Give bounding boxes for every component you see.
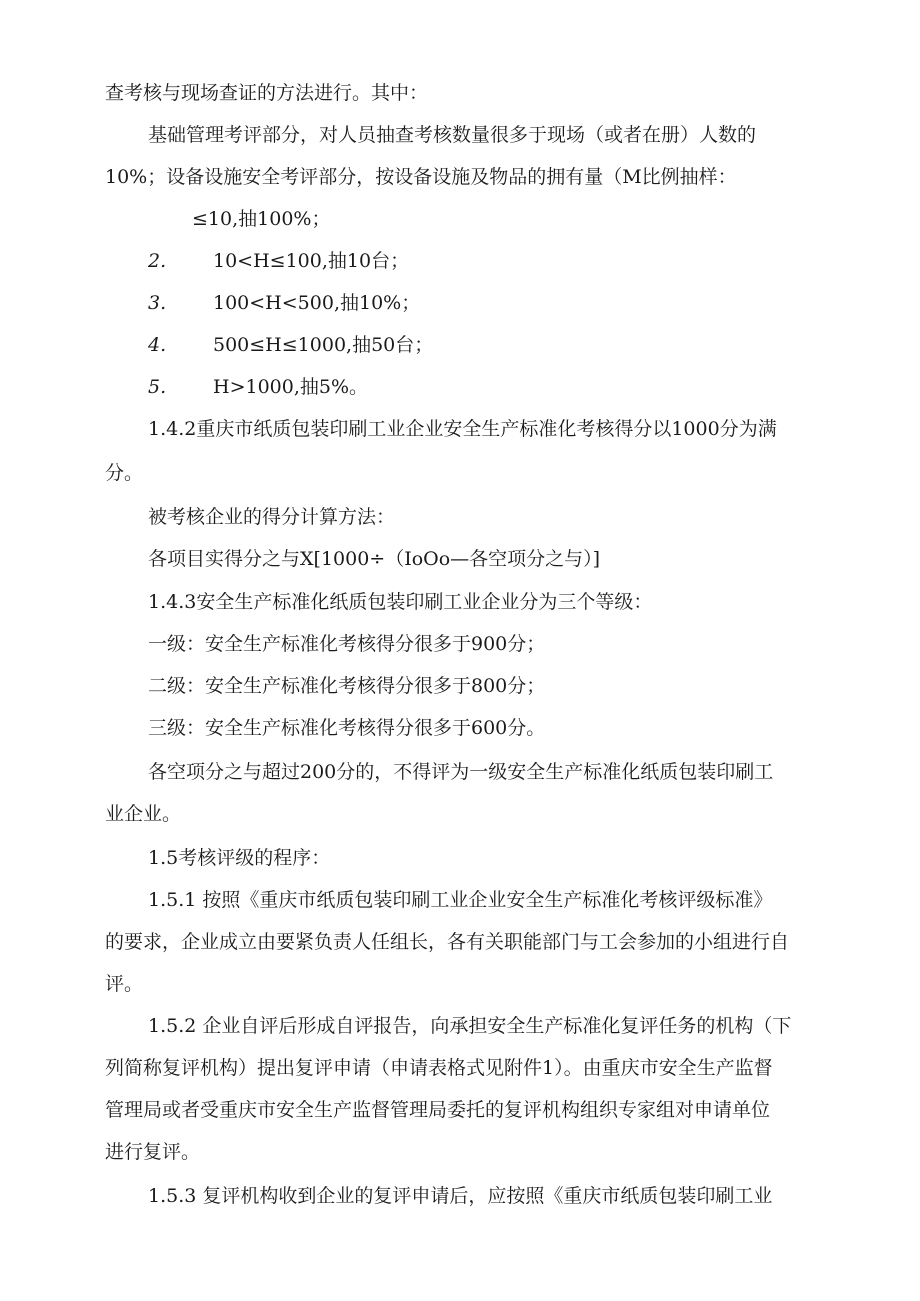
text-line-7: 500≤H≤1000,抽50台； bbox=[213, 334, 434, 356]
list-number-2: 2. bbox=[148, 250, 167, 272]
text-line-21: 的要求，企业成立由要紧负责人任组长，各有关职能部门与工会参加的小组进行自 bbox=[105, 931, 790, 953]
text-line-5: 10<H≤100,抽10台； bbox=[213, 250, 410, 272]
text-line-22: 评。 bbox=[105, 973, 144, 995]
text-line-13: 1.4.3安全生产标准化纸质包装印刷工业企业分为三个等级： bbox=[148, 591, 653, 613]
text-line-23: 1.5.2 企业自评后形成自评报告，向承担安全生产标准化复评任务的机构（下 bbox=[148, 1015, 792, 1037]
text-line-26: 进行复评。 bbox=[105, 1141, 201, 1163]
text-line-11: 被考核企业的得分计算方法： bbox=[148, 506, 396, 528]
text-line-4: ≤10,抽100%； bbox=[192, 208, 331, 230]
text-line-1: 查考核与现场查证的方法进行。其中： bbox=[105, 82, 429, 104]
text-line-16: 三级：安全生产标准化考核得分很多于600分。 bbox=[148, 717, 546, 739]
text-line-2: 基础管理考评部分，对人员抽查考核数量很多于现场（或者在册）人数的 bbox=[148, 124, 757, 146]
text-line-27: 1.5.3 复评机构收到企业的复评申请后，应按照《重庆市纸质包装印刷工业 bbox=[148, 1185, 773, 1207]
text-line-17: 各空项分之与超过200分的，不得评为一级安全生产标准化纸质包装印刷工 bbox=[148, 761, 774, 783]
list-number-5: 5. bbox=[148, 376, 167, 398]
text-line-14: 一级：安全生产标准化考核得分很多于900分； bbox=[148, 633, 546, 655]
text-line-20: 1.5.1 按照《重庆市纸质包装印刷工业企业安全生产标准化考核评级标准》 bbox=[148, 889, 773, 911]
text-line-8: H>1000,抽5%。 bbox=[213, 376, 369, 398]
text-line-12: 各项目实得分之与X[1000÷（IoOo—各空项分之与）] bbox=[148, 548, 601, 570]
text-line-10: 分。 bbox=[105, 462, 144, 484]
text-line-9: 1.4.2重庆市纸质包装印刷工业企业安全生产标准化考核得分以1000分为满 bbox=[148, 418, 777, 440]
text-line-25: 管理局或者受重庆市安全生产监督管理局委托的复评机构组织专家组对申请单位 bbox=[105, 1099, 771, 1121]
text-line-15: 二级：安全生产标准化考核得分很多于800分； bbox=[148, 675, 546, 697]
text-line-19: 1.5考核评级的程序： bbox=[148, 847, 331, 869]
list-number-3: 3. bbox=[148, 292, 167, 314]
text-line-18: 业企业。 bbox=[105, 803, 182, 825]
text-line-3: 10%；设备设施安全考评部分，按设备设施及物品的拥有量（M比例抽样： bbox=[105, 166, 737, 188]
text-line-6: 100<H<500,抽10%； bbox=[213, 292, 421, 314]
list-number-4: 4. bbox=[148, 334, 167, 356]
text-line-24: 列简称复评机构）提出复评申请（申请表格式见附件1）。由重庆市安全生产监督 bbox=[105, 1057, 773, 1079]
